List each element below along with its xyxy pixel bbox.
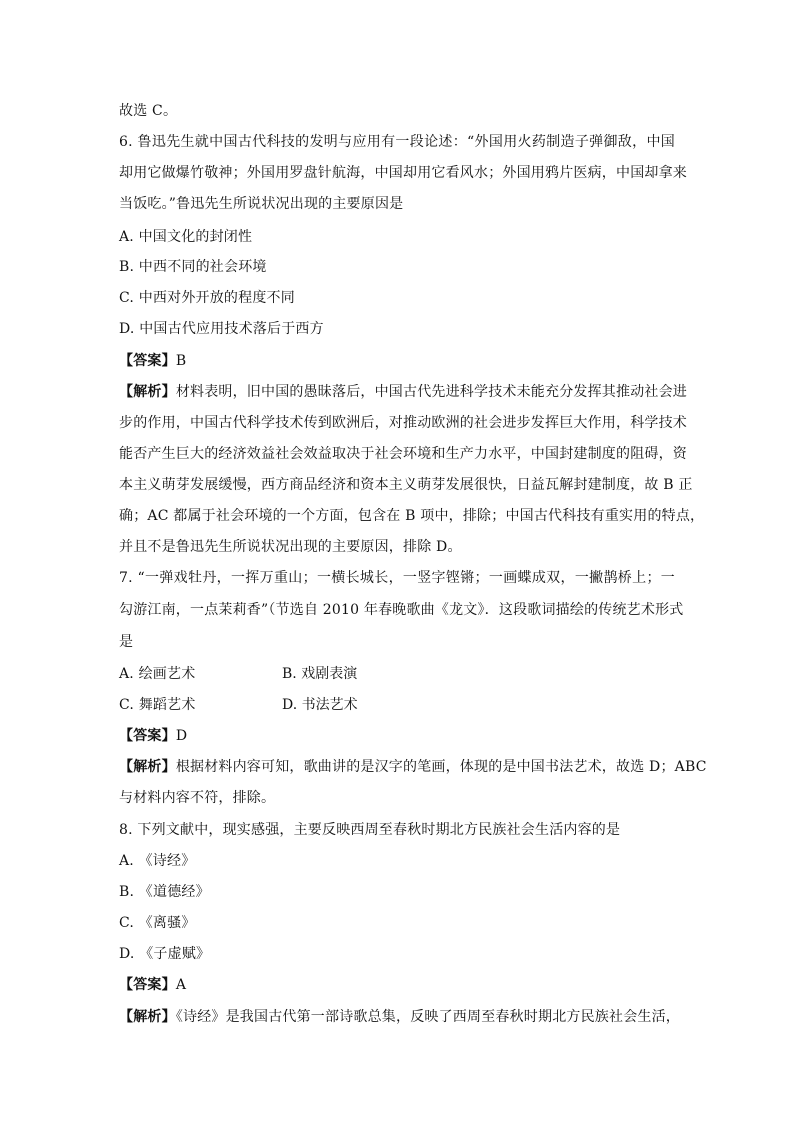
question-7-stem: 勾游江南，一点茉莉香”（节选自 2010 年春晚歌曲《龙文》．这段歌词描绘的传统艺术形式 (119, 602, 684, 618)
question-7-option-c: C. 舞蹈艺术 (119, 697, 196, 713)
question-8-stem: 8. 下列文献中，现实感强，主要反映西周至春秋时期北方民族社会生活内容的是 (119, 822, 621, 838)
text-line: 故选 C。 (119, 103, 178, 119)
question-6-option-b: B. 中西不同的社会环境 (119, 259, 267, 275)
question-8-option-b: B. 《道德经》 (119, 884, 210, 900)
question-6-analysis: 能否产生巨大的经济效益社会效益取决于社会环境和生产力水平，中国封建制度的阻碍，资 (119, 446, 687, 462)
analysis-text: 材料表明，旧中国的愚昧落后，中国古代先进科学技术未能充分发挥其推动社会进 (175, 384, 688, 400)
question-7-option-b: B. 戏剧表演 (282, 666, 358, 682)
question-8-option-a: A. 《诗经》 (119, 853, 196, 869)
analysis-label: 【解析】 (119, 384, 176, 400)
question-6-analysis: 并且不是鲁迅先生所说状况出现的主要原因，排除 D。 (119, 539, 462, 555)
question-8-answer (119, 975, 186, 995)
question-6-analysis: 本主义萌芽发展缓慢，西方商品经济和资本主义萌芽发展很快，日益瓦解封建制度，故 B 正 (119, 477, 693, 493)
answer-label: 【答案】 (119, 353, 176, 369)
question-8-analysis (119, 1007, 681, 1027)
question-6-analysis: 步的作用，中国古代科学技术传到欧洲后，对推动欧洲的社会进步发挥巨大作用，科学技术 (119, 415, 687, 431)
question-7-stem: 是 (119, 634, 134, 650)
answer-value: B (175, 353, 187, 369)
question-6-option-c: C. 中西对外开放的程度不同 (119, 290, 295, 306)
analysis-label: 【解析】 (119, 1009, 176, 1025)
question-7-option-a: A. 绘画艺术 (119, 666, 196, 682)
question-6-option-a: A. 中国文化的封闭性 (119, 229, 253, 245)
question-6-option-d: D. 中国古代应用技术落后于西方 (119, 321, 324, 337)
answer-value: A (175, 977, 187, 993)
question-8-option-d: D. 《子虚赋》 (119, 946, 211, 962)
question-6-analysis: 确；AC 都属于社会环境的一个方面，包含在 B 项中，排除；中国古代科技有重实用的特点， (119, 508, 705, 524)
question-7-stem: 7. “一弹戏牡丹，一挥万重山；一横长城长，一竖字铿锵；一画蝶成双，一撇鹊桥上；一 (119, 570, 675, 586)
question-7-answer (119, 726, 187, 746)
analysis-label: 【解析】 (119, 759, 176, 775)
question-7-analysis (119, 757, 707, 777)
analysis-text: 《诗经》是我国古代第一部诗歌总集，反映了西周至春秋时期北方民族社会生活， (175, 1009, 681, 1025)
question-6-analysis (119, 382, 688, 402)
question-6-stem: 6. 鲁迅先生就中国古代科技的发明与应用有一段论述：“外国用火药制造子弹御敌，中国 (119, 134, 675, 150)
question-7-analysis: 与材料内容不符，排除。 (119, 790, 276, 806)
question-6-stem: 却用它做爆竹敬神；外国用罗盘针航海，中国却用它看风水；外国用鸦片医病，中国却拿来 (119, 165, 687, 181)
answer-value: D (175, 728, 188, 744)
question-6-answer (119, 351, 186, 371)
answer-label: 【答案】 (119, 977, 176, 993)
question-8-option-c: C. 《离骚》 (119, 915, 196, 931)
question-7-option-d: D. 书法艺术 (282, 697, 358, 713)
analysis-text: 根据材料内容可知，歌曲讲的是汉字的笔画，体现的是中国书法艺术，故选 D；ABC (175, 759, 707, 775)
question-6-stem: 当饭吃。”鲁迅先生所说状况出现的主要原因是 (119, 196, 404, 212)
answer-label: 【答案】 (119, 728, 176, 744)
